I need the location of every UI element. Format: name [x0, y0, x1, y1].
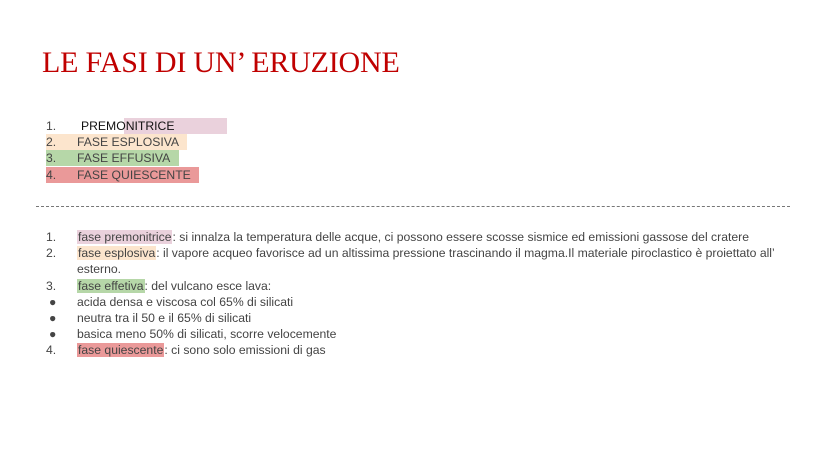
- list-item: [46, 278, 806, 294]
- list-item: [46, 310, 806, 326]
- list-item: [46, 342, 806, 358]
- description-text: : il vapore acqueo favorisce ad un altissima pressione trascinando il magma.Il materiale piroclastico è proiettato all’ esterno.: [77, 246, 775, 277]
- term-fase-quiescente: fase quiescente: [78, 343, 164, 358]
- list-marker: 4.: [46, 167, 57, 182]
- bullet-icon: ●: [49, 311, 57, 326]
- list-marker: 3.: [46, 278, 57, 293]
- bullet-icon: ●: [49, 327, 57, 342]
- list-item: [46, 245, 806, 277]
- phase-effusiva-label: FASE EFFUSIVA: [77, 151, 171, 166]
- term-fase-premonitrice: fase premonitrice: [78, 230, 172, 244]
- phases-summary-list: [46, 118, 191, 183]
- description-text: acida densa e viscosa col 65% di silicati: [77, 294, 294, 309]
- list-item: [46, 118, 191, 134]
- list-item: [46, 150, 191, 166]
- phases-detail-list: [46, 229, 806, 359]
- phase-esplosiva-label: FASE ESPLOSIVA: [77, 135, 180, 150]
- list-item: [46, 294, 806, 310]
- list-marker: 4.: [46, 343, 57, 358]
- phase-quiescente-label: FASE QUIESCENTE: [77, 167, 191, 182]
- list-marker: 2.: [46, 135, 57, 150]
- bullet-icon: ●: [49, 294, 57, 309]
- list-marker: 1.: [46, 230, 57, 244]
- phase-premonitrice-label: PREMONITRICE: [81, 119, 175, 133]
- list-marker: 3.: [46, 151, 57, 166]
- description-text: neutra tra il 50 e il 65% di silicati: [77, 311, 252, 326]
- term-fase-esplosiva: fase esplosiva: [78, 246, 156, 261]
- term-fase-effetiva: fase effetiva: [78, 278, 144, 293]
- list-item: [46, 326, 806, 342]
- section-divider: [36, 206, 790, 207]
- list-marker: 2.: [46, 246, 57, 261]
- page-title: LE FASI DI UN’ ERUZIONE: [42, 46, 400, 79]
- list-item: [46, 167, 191, 183]
- description-text: : del vulcano esce lava:: [144, 278, 272, 293]
- description-text: : si innalza la temperatura delle acque, ci possono essere scosse sismice ed emissioni gassose del cratere: [172, 230, 749, 244]
- description-text: basica meno 50% di silicati, scorre velocemente: [77, 327, 337, 342]
- list-item: [46, 134, 191, 150]
- list-marker: 1.: [46, 119, 57, 133]
- list-item: [46, 229, 806, 245]
- description-text: : ci sono solo emissioni di gas: [164, 343, 326, 358]
